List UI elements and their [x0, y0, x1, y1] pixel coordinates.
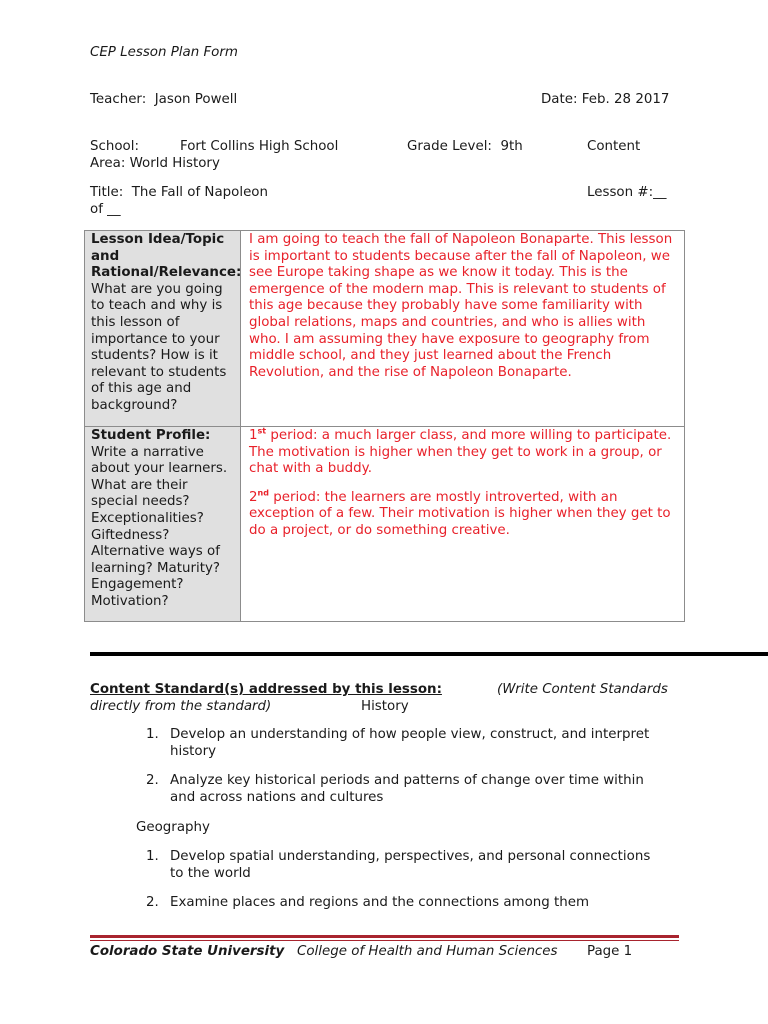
profile-prompt-cell	[85, 427, 241, 621]
topic-response-cell	[242, 231, 684, 426]
list-item	[146, 895, 686, 912]
period-2-suffix: nd	[257, 488, 269, 498]
school-value: Fort Collins High School	[180, 139, 339, 154]
history-standards-list	[146, 727, 686, 806]
topic-response: I am going to teach the fall of Napoleon Bonaparte. This lesson is important to students because after the fall of Napoleon, we see Europe taking shape as we know it today. This is the emergence of the modern map. This is relevant to students of this age because they probably have some familiarity with global relations, maps and countries, and who is allies with who. I am assuming they have exposure to geography from middle school, and they just learned about the French Revolution, and the rise of Napoleon Bonaparte.	[249, 232, 673, 380]
footer-rule-thick	[90, 935, 679, 938]
profile-response-cell	[242, 427, 684, 621]
list-item	[146, 727, 686, 760]
school-label: School:	[90, 139, 139, 154]
list-item-text-cont: to the world	[170, 865, 251, 881]
list-item-number: 1.	[146, 849, 159, 864]
standards-note-cont: directly from the standard)	[90, 699, 272, 714]
footer-college: College of Health and Human Sciences	[297, 944, 558, 959]
title-field	[90, 185, 268, 202]
date-value: Feb. 28 2017	[581, 92, 670, 107]
lesson-number-of: of __	[90, 202, 121, 217]
list-item-text-cont: history	[170, 743, 217, 759]
content-area-value: World History	[129, 156, 220, 171]
profile-response-period-2	[249, 490, 678, 540]
footer	[90, 944, 558, 961]
list-item-number: 1.	[146, 727, 159, 742]
list-item	[146, 849, 686, 882]
standards-note: (Write Content Standards	[497, 682, 668, 697]
list-item-number: 2.	[146, 895, 159, 911]
form-title: CEP Lesson Plan Form	[90, 45, 238, 60]
grade-label: Grade Level:	[407, 139, 492, 154]
geography-standards-list	[146, 849, 686, 912]
period-2-text: period: the learners are mostly introverted, with an exception of a few. Their motivation is higher when they get to do a project, or do something creative.	[249, 489, 671, 538]
date-field	[541, 92, 669, 109]
content-area-label: Content	[587, 139, 641, 154]
title-value: The Fall of Napoleon	[131, 185, 268, 200]
topic-heading: Lesson Idea/Topic and Rational/Relevance:	[91, 232, 242, 281]
list-item-text: Analyze key historical periods and patterns of change over time within	[170, 773, 644, 789]
profile-response-period-1	[249, 428, 678, 478]
teacher-value: Jason Powell	[154, 92, 238, 107]
grade-value: 9th	[500, 139, 523, 154]
profile-heading: Student Profile:	[91, 428, 211, 443]
table-row-topic	[85, 231, 684, 427]
content-area-field	[90, 156, 220, 173]
standards-heading: Content Standard(s) addressed by this lesson:	[90, 682, 442, 697]
list-item-text: Develop an understanding of how people view, construct, and interpret	[170, 727, 650, 742]
list-item-text: Develop spatial understanding, perspectives, and personal connections	[170, 849, 651, 864]
period-1-number: 1	[249, 428, 258, 443]
table-row-student-profile	[85, 427, 684, 621]
period-2-number: 2	[249, 489, 258, 505]
teacher-label: Teacher:	[90, 92, 147, 107]
list-item-number: 2.	[146, 773, 159, 789]
topic-prompt-cell	[85, 231, 241, 426]
footer-page-number: Page 1	[587, 944, 633, 959]
teacher-field	[90, 92, 237, 109]
list-item-text: Examine places and regions and the connections among them	[170, 895, 590, 911]
period-1-text: period: a much larger class, and more willing to participate. The motivation is higher when they get to work in a group, or chat with a buddy.	[249, 428, 672, 477]
geography-label: Geography	[136, 820, 210, 835]
footer-rule-thin	[90, 940, 679, 941]
topic-prompt: What are you going to teach and why is this lesson of importance to your students? How is it relevant to students of this age and background?	[91, 281, 227, 413]
lesson-number-label: Lesson #:__	[587, 185, 667, 200]
content-area-label-cont: Area:	[90, 156, 126, 171]
lesson-table	[84, 230, 685, 622]
grade-field	[407, 139, 523, 156]
history-label: History	[361, 699, 409, 714]
period-1-suffix: st	[257, 426, 267, 436]
profile-prompt: Write a narrative about your learners. What are their special needs? Exceptionalities? Giftedness? Alternative ways of learning? Maturity? Engagement? Motivation?	[91, 444, 228, 609]
title-label: Title:	[90, 185, 124, 200]
section-divider	[90, 652, 768, 656]
date-label: Date:	[541, 92, 578, 107]
list-item	[146, 773, 686, 806]
footer-university: Colorado State University	[90, 944, 285, 959]
list-item-text-cont: and across nations and cultures	[170, 789, 384, 805]
